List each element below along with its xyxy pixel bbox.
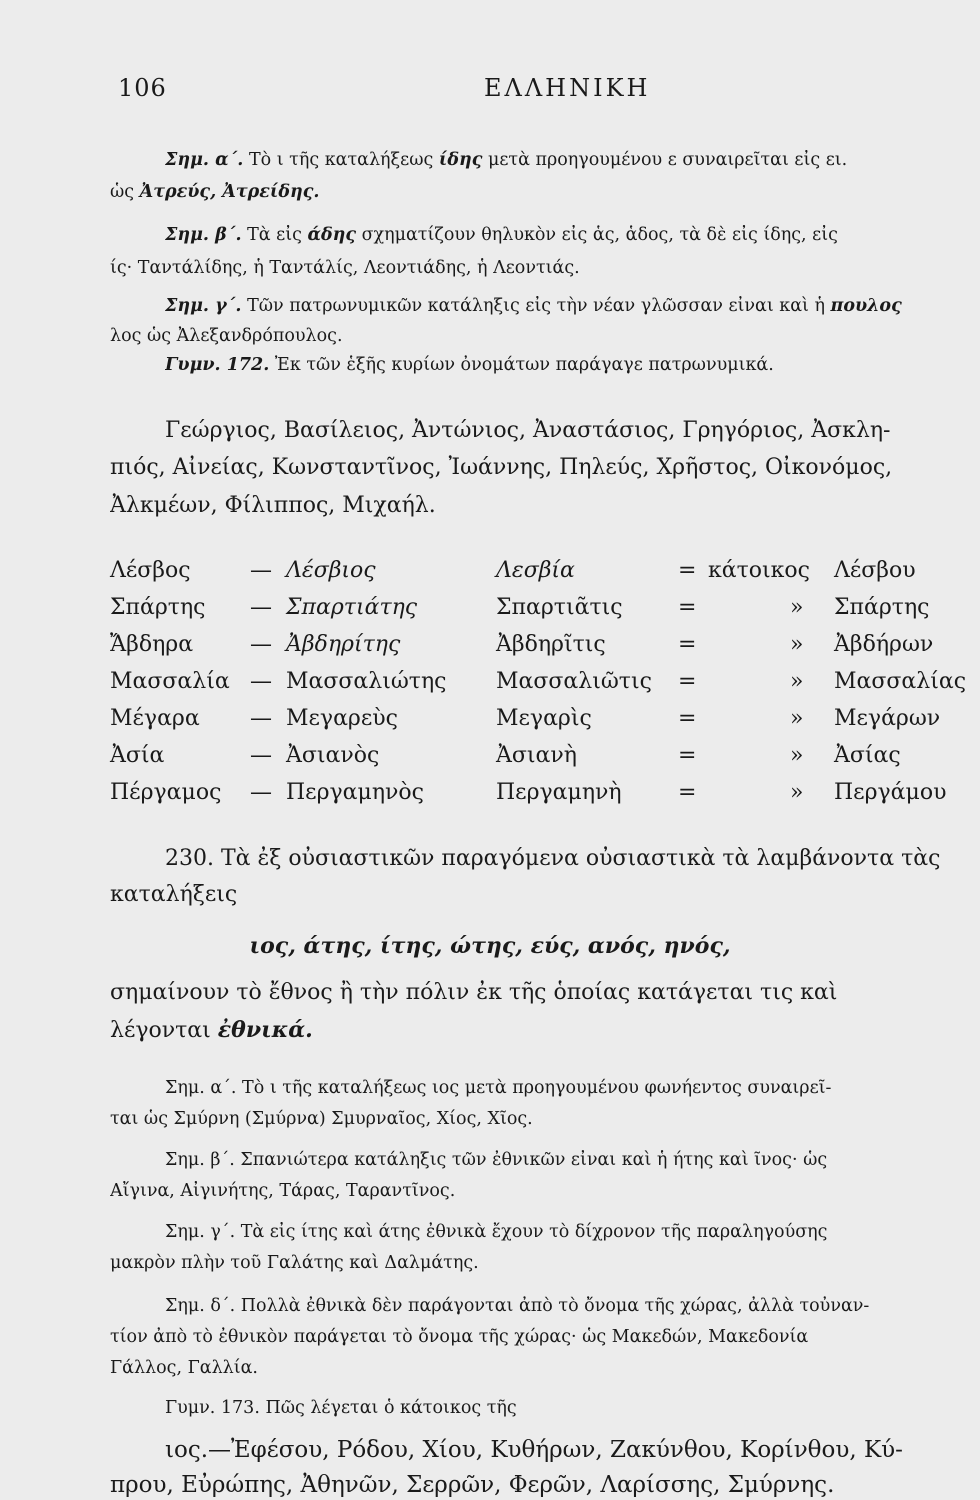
- names-line: Ἀλκμέων, Φίλιππος, Μιχαήλ.: [110, 493, 436, 518]
- running-header: ΕΛΛΗΝΙΚΗ: [484, 74, 651, 102]
- note-line: Σημ. α΄. Τὸ ι τῆς καταλήξεως ίδης μετὰ προηγουμένου ε συναιρεῖται εἰς ει.: [165, 150, 848, 170]
- endings-line: ιος, άτης, ίτης, ώτης, εύς, ανός, ηνός,: [249, 933, 731, 959]
- table-row: Πέργαμος — Περγαμηνὸς Περγαμηνὴ = » Περγάμου: [110, 780, 947, 805]
- names-line: Γεώργιος, Βασίλειος, Ἀντώνιος, Ἀναστάσιος, Γρηγόριος, Ἀσκλη-: [165, 418, 891, 443]
- note-line: ίς· Ταντάλίδης, ἡ Ταντάλίς, Λεοντιάδης, ἡ Λεοντιάς.: [110, 258, 580, 278]
- table-row: Μέγαρα — Μεγαρεὺς Μεγαρὶς = » Μεγάρων: [110, 706, 941, 731]
- table-row: Ἄβδηρα — Ἀβδηρίτης Ἀβδηρῖτις = » Ἀβδήρων: [110, 632, 934, 657]
- table-row: Σπάρτης — Σπαρτιάτης Σπαρτιᾶτις = » Σπάρτης: [110, 595, 930, 620]
- note-line: Σημ. β΄. Σπανιώτερα κατάληξις τῶν ἐθνικῶν εἶναι καὶ ἡ ήτης καὶ ῖνος· ὡς: [165, 1150, 828, 1170]
- table-row: Μασσαλία — Μασσαλιώτης Μασσαλιῶτις = » Μασσαλίας: [110, 669, 967, 694]
- exercise-line: Γυμν. 172. Ἐκ τῶν ἑξῆς κυρίων ὀνομάτων παράγαγε πατρωνυμικά.: [165, 355, 774, 375]
- note-line: τίον ἀπὸ τὸ ἐθνικὸν παράγεται τὸ ὄνομα τῆς χώρας· ὡς Μακεδών, Μακεδονία: [110, 1327, 809, 1347]
- note-line: μακρὸν πλὴν τοῦ Γαλάτης καὶ Δαλμάτης.: [110, 1253, 479, 1273]
- note-line: Σημ. β΄. Τὰ εἰς άδης σχηματίζουν θηλυκὸν εἰς ἁς, ἁδος, τὰ δὲ εἰς ίδης, εἰς: [165, 225, 838, 245]
- note-line: Γάλλος, Γαλλία.: [110, 1358, 258, 1378]
- table-row: Ἀσία — Ἀσιανὸς Ἀσιανὴ = » Ἀσίας: [110, 743, 901, 768]
- note-line: ὡς Ἀτρεύς, Ἀτρείδης.: [110, 182, 320, 202]
- exercise-line: Γυμν. 173. Πῶς λέγεται ὁ κάτοικος τῆς: [165, 1398, 517, 1418]
- final-line: πρου, Εὐρώπης, Ἀθηνῶν, Σερρῶν, Φερῶν, Λαρίσσης, Σμύρνης.: [110, 1472, 835, 1498]
- note-line: Σημ. α΄. Τὸ ι τῆς καταλήξεως ιος μετὰ προηγουμένου φωνήεντος συναιρεῖ-: [165, 1078, 832, 1098]
- section-230-line: 230. Τὰ ἐξ οὐσιαστικῶν παραγόμενα οὐσιαστικὰ τὰ λαμβάνοντα τὰς: [165, 846, 941, 871]
- section-230-line: σημαίνουν τὸ ἔθνος ἢ τὴν πόλιν ἐκ τῆς ὁποίας κατάγεται τις καὶ: [110, 980, 838, 1005]
- note-line: Αἴγινα, Αἰγινήτης, Τάρας, Ταραντῖνος.: [110, 1181, 456, 1201]
- note-line: ται ὡς Σμύρνη (Σμύρνα) Σμυρναῖος, Χίος, Χῖος.: [110, 1109, 533, 1129]
- table-row: Λέσβος — Λέσβιος Λεσβία = κάτοικος Λέσβου: [110, 558, 916, 583]
- note-line: Σημ. γ΄. Τῶν πατρωνυμικῶν κατάληξις εἰς τὴν νέαν γλῶσσαν εἶναι καὶ ἡ πουλος: [165, 296, 902, 316]
- note-line: Σημ. δ΄. Πολλὰ ἐθνικὰ δὲν παράγονται ἀπὸ τὸ ὄνομα τῆς χώρας, ἀλλὰ τοὐναν-: [165, 1296, 870, 1316]
- note-line: λος ὡς Ἀλεξανδρόπουλος.: [110, 326, 343, 346]
- section-230-line: λέγονται ἐθνικά.: [110, 1017, 313, 1043]
- section-230-line: καταλήξεις: [110, 882, 238, 907]
- final-line: ιος.—Ἐφέσου, Ρόδου, Χίου, Κυθήρων, Ζακύνθου, Κορίνθου, Κύ-: [165, 1437, 903, 1463]
- names-line: πιός, Αἰνείας, Κωνσταντῖνος, Ἰωάννης, Πηλεύς, Χρῆστος, Οἰκονόμος,: [110, 455, 893, 480]
- page-number: 106: [118, 74, 167, 102]
- note-line: Σημ. γ΄. Τὰ εἰς ίτης καὶ άτης ἐθνικὰ ἔχουν τὸ δίχρονον τῆς παραληγούσης: [165, 1222, 828, 1242]
